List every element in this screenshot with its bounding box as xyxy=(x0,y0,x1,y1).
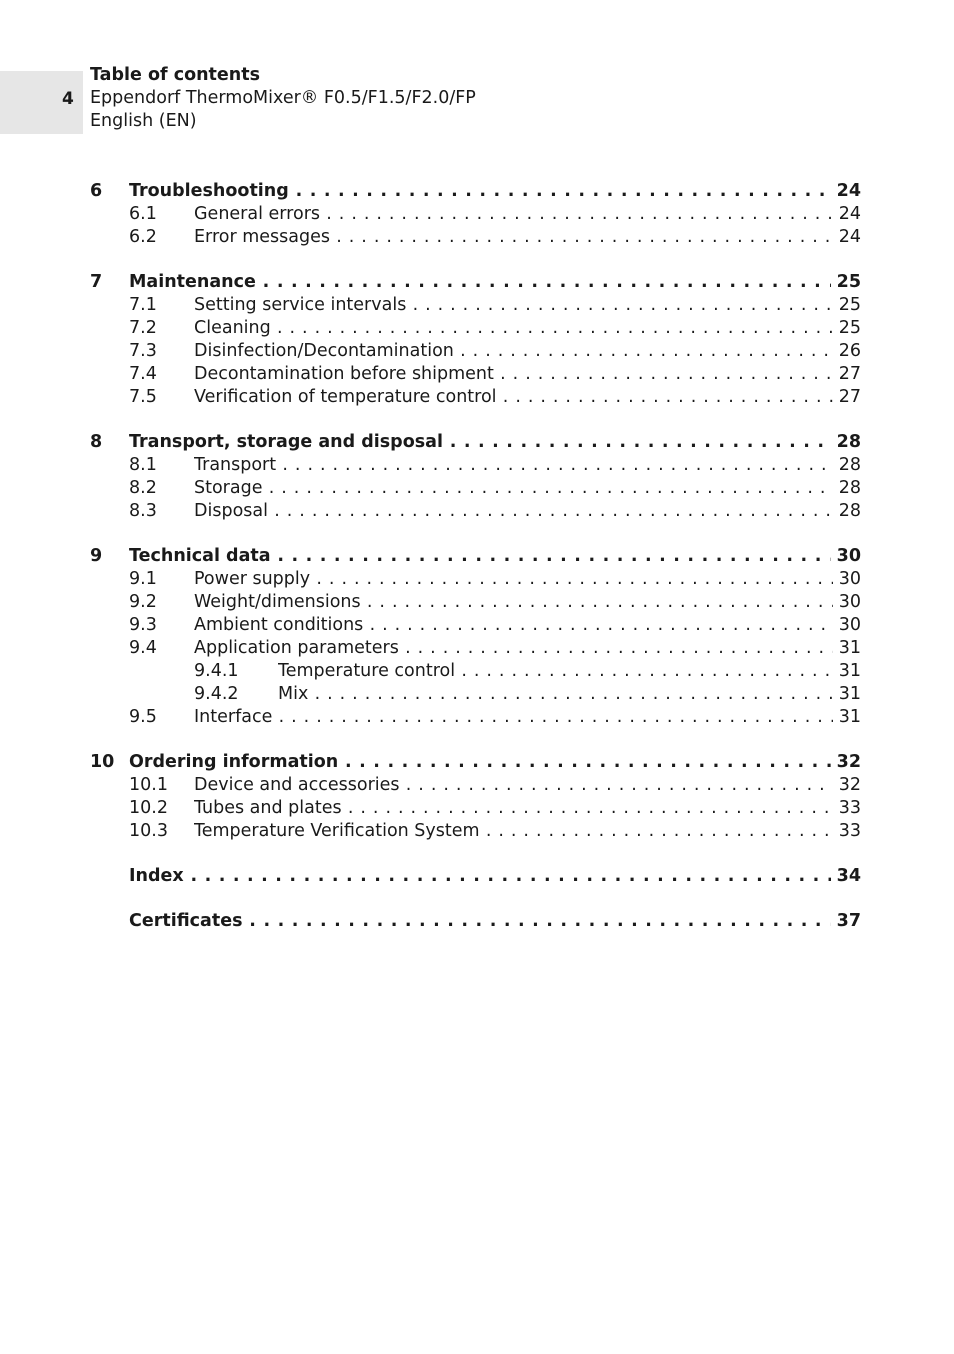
toc-entry-leader xyxy=(194,568,861,591)
toc-entry-leader xyxy=(129,545,861,568)
toc-entry[interactable] xyxy=(90,865,861,888)
toc-entry-leader xyxy=(194,340,861,363)
toc-entry[interactable] xyxy=(90,797,861,820)
toc-entry-title: Power supply . . . xyxy=(194,569,861,589)
toc-entry-title: Decontamination before shipment . . . xyxy=(194,364,861,384)
toc-entry[interactable] xyxy=(90,477,861,500)
toc-entry-leader xyxy=(194,706,861,729)
toc-entry-number: 7.4 xyxy=(129,364,157,384)
running-header xyxy=(90,64,476,133)
toc-entry-leader xyxy=(194,820,861,843)
toc-entry-number: 8.1 xyxy=(129,455,157,475)
toc-entry-leader xyxy=(194,294,861,317)
toc-entry-number: 9.5 xyxy=(129,707,157,727)
toc-entry-title: Transport, storage and disposal . . . xyxy=(129,432,861,452)
toc-entry-page: 26 xyxy=(833,340,861,363)
toc-entry-page: 31 xyxy=(833,660,861,683)
toc-entry[interactable] xyxy=(90,226,861,249)
toc-entry-page: 37 xyxy=(831,910,861,933)
toc-entry[interactable] xyxy=(90,614,861,637)
toc-entry-leader xyxy=(194,797,861,820)
toc-entry-title: Error messages . . . xyxy=(194,227,861,247)
toc-entry-number: 10.3 xyxy=(129,821,168,841)
toc-entry[interactable] xyxy=(90,271,861,294)
toc-entry-page: 32 xyxy=(833,774,861,797)
page-number: 4 xyxy=(62,89,74,109)
toc-entry-number: 7 xyxy=(90,272,103,292)
toc-entry-number: 7.3 xyxy=(129,341,157,361)
toc-entry-title: Temperature control . . . xyxy=(278,661,861,681)
header-language: English (EN) xyxy=(90,111,197,131)
toc-entry-number: 9 xyxy=(90,546,103,566)
toc-entry-title: Ordering information . . . xyxy=(129,752,861,772)
toc-entry-number: 8.2 xyxy=(129,478,157,498)
toc-entry-number: 7.1 xyxy=(129,295,157,315)
toc-entry-page: 27 xyxy=(833,386,861,409)
toc-entry-page: 33 xyxy=(833,820,861,843)
toc-entry-page: 24 xyxy=(833,203,861,226)
toc-entry-leader xyxy=(194,454,861,477)
toc-entry[interactable] xyxy=(90,500,861,523)
toc-entry-page: 24 xyxy=(833,226,861,249)
toc-entry-page: 28 xyxy=(833,477,861,500)
toc-entry-page: 27 xyxy=(833,363,861,386)
toc-entry-title: Verification of temperature control . . . xyxy=(194,387,861,407)
toc-entry[interactable] xyxy=(90,660,861,683)
toc-entry[interactable] xyxy=(90,568,861,591)
toc-entry-leader xyxy=(194,386,861,409)
toc-entry-title: Cleaning . . . xyxy=(194,318,861,338)
toc-entry-page: 30 xyxy=(831,545,861,568)
toc-entry-title: Interface . . . xyxy=(194,707,861,727)
toc-entry-leader xyxy=(194,614,861,637)
toc-entry-leader xyxy=(129,865,861,888)
toc-entry[interactable] xyxy=(90,340,861,363)
toc-entry[interactable] xyxy=(90,545,861,568)
toc-entry-leader xyxy=(129,271,861,294)
toc-entry-number: 8.3 xyxy=(129,501,157,521)
header-product: Eppendorf ThermoMixer® F0.5/F1.5/F2.0/FP xyxy=(90,88,476,108)
toc-entry-page: 32 xyxy=(831,751,861,774)
toc-entry-leader xyxy=(129,910,861,933)
toc-entry[interactable] xyxy=(90,454,861,477)
toc-entry-page: 33 xyxy=(833,797,861,820)
toc-entry-page: 25 xyxy=(833,294,861,317)
toc-entry[interactable] xyxy=(90,317,861,340)
toc-entry-page: 34 xyxy=(831,865,861,888)
toc-entry-page: 28 xyxy=(833,500,861,523)
toc-entry[interactable] xyxy=(90,683,861,706)
toc-entry-title: Storage . . . xyxy=(194,478,861,498)
toc-entry-number: 9.4 xyxy=(129,638,157,658)
toc-entry[interactable] xyxy=(90,386,861,409)
toc-entry-leader xyxy=(194,477,861,500)
toc-entry-leader xyxy=(194,591,861,614)
toc-entry[interactable] xyxy=(90,751,861,774)
toc-entry-leader xyxy=(129,751,861,774)
toc-entry[interactable] xyxy=(90,637,861,660)
toc-entry-title: Device and accessories . . . xyxy=(194,775,861,795)
toc-entry[interactable] xyxy=(90,431,861,454)
toc-entry[interactable] xyxy=(90,294,861,317)
toc-entry-leader xyxy=(129,180,861,203)
toc-entry-title: Application parameters . . . xyxy=(194,638,861,658)
toc-entry-number: 7.2 xyxy=(129,318,157,338)
toc-entry-leader xyxy=(194,637,861,660)
toc-entry-page: 28 xyxy=(831,431,861,454)
toc-entry-number: 8 xyxy=(90,432,103,452)
toc-entry-title: Disposal . . . xyxy=(194,501,861,521)
toc-entry-leader xyxy=(278,660,861,683)
toc-entry[interactable] xyxy=(90,591,861,614)
toc-entry-title: Tubes and plates . . . xyxy=(194,798,861,818)
toc-entry-page: 31 xyxy=(833,706,861,729)
toc-entry-number: 6.2 xyxy=(129,227,157,247)
toc-entry-title: Certificates . . . xyxy=(129,911,861,931)
toc-entry[interactable] xyxy=(90,363,861,386)
toc-entry-title: Setting service intervals . . . xyxy=(194,295,861,315)
toc-entry-leader xyxy=(194,500,861,523)
toc-entry-title: Technical data . . . xyxy=(129,546,861,566)
toc-entry-title: Ambient conditions . . . xyxy=(194,615,861,635)
toc-entry[interactable] xyxy=(90,774,861,797)
toc-entry-number: 9.3 xyxy=(129,615,157,635)
toc-entry-leader xyxy=(194,317,861,340)
toc-entry-leader xyxy=(194,774,861,797)
toc-entry-page: 31 xyxy=(833,637,861,660)
toc-entry[interactable] xyxy=(90,910,861,933)
toc-entry-leader xyxy=(129,431,861,454)
toc-entry[interactable] xyxy=(90,706,861,729)
toc-entry-page: 30 xyxy=(833,591,861,614)
toc-entry-number: 7.5 xyxy=(129,387,157,407)
toc-entry-title: General errors . . . xyxy=(194,204,861,224)
toc-entry-title: Index . . . xyxy=(129,866,861,886)
toc-entry-number: 9.2 xyxy=(129,592,157,612)
toc-entry-page: 28 xyxy=(833,454,861,477)
toc-entry-title: Mix . . . xyxy=(278,684,861,704)
toc-entry-page: 31 xyxy=(833,683,861,706)
toc-entry-page: 30 xyxy=(833,568,861,591)
table-of-contents xyxy=(90,180,861,933)
header-title: Table of contents xyxy=(90,65,261,85)
toc-entry-leader xyxy=(194,226,861,249)
toc-entry-leader xyxy=(278,683,861,706)
toc-entry-number: 9.1 xyxy=(129,569,157,589)
toc-entry-page: 25 xyxy=(833,317,861,340)
toc-entry-leader xyxy=(194,203,861,226)
toc-entry-number: 10 xyxy=(90,752,115,772)
toc-entry-number: 9.4.2 xyxy=(194,684,239,704)
toc-entry-number: 6 xyxy=(90,181,103,201)
toc-entry-number: 6.1 xyxy=(129,204,157,224)
toc-entry-page: 25 xyxy=(831,271,861,294)
toc-entry-number: 9.4.1 xyxy=(194,661,239,681)
toc-entry[interactable] xyxy=(90,203,861,226)
toc-entry-title: Weight/dimensions . . . xyxy=(194,592,861,612)
toc-entry-title: Troubleshooting . . . xyxy=(129,181,861,201)
toc-entry-leader xyxy=(194,363,861,386)
toc-entry-title: Disinfection/Decontamination . . . xyxy=(194,341,861,361)
toc-entry-page: 24 xyxy=(831,180,861,203)
toc-entry-title: Transport . . . xyxy=(194,455,861,475)
toc-entry-title: Temperature Verification System . . . xyxy=(194,821,861,841)
toc-entry-number: 10.2 xyxy=(129,798,168,818)
toc-entry-page: 30 xyxy=(833,614,861,637)
toc-entry-title: Maintenance . . . xyxy=(129,272,861,292)
toc-entry[interactable] xyxy=(90,820,861,843)
toc-entry[interactable] xyxy=(90,180,861,203)
toc-entry-number: 10.1 xyxy=(129,775,168,795)
